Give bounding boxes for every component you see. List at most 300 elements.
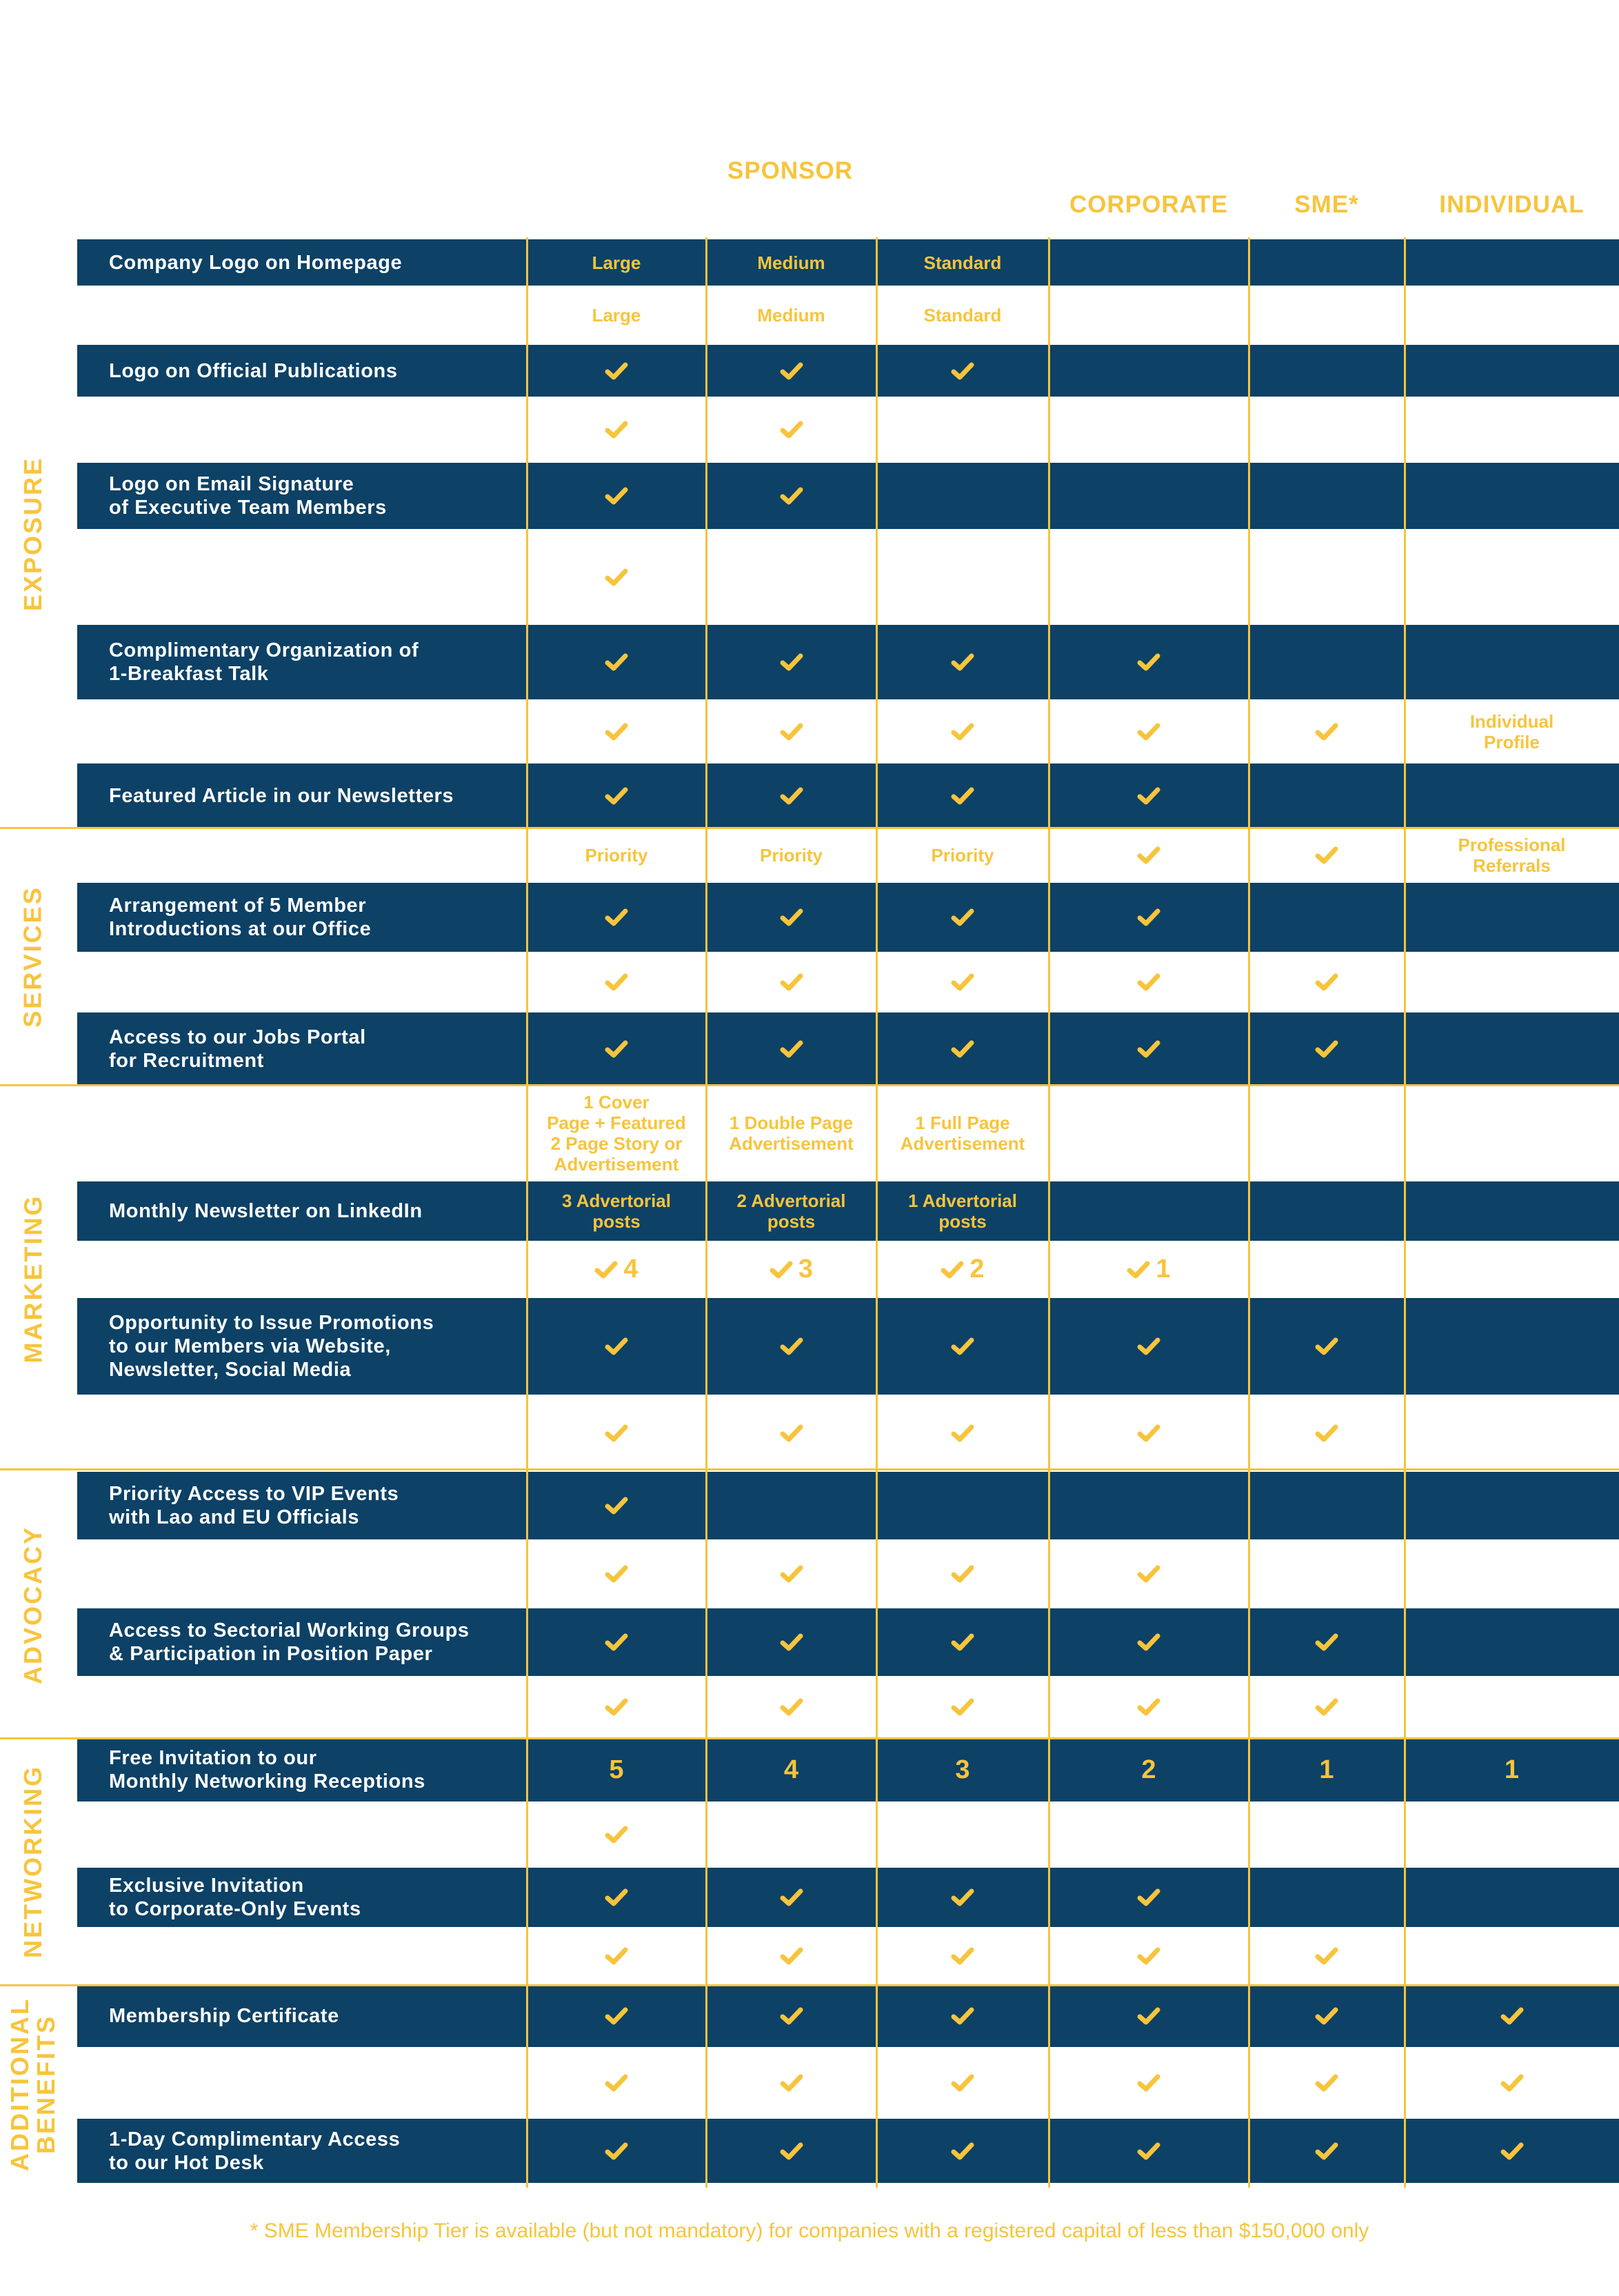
cell-sme — [1249, 1181, 1405, 1241]
cell-sponsor-large — [527, 2119, 706, 2183]
row-label: Free Invitation to our Monthly Networking Receptions — [109, 1747, 425, 1793]
cell-individual — [1405, 397, 1619, 463]
cell-value: 3 Advertorial posts — [562, 1190, 671, 1232]
table-row — [77, 1868, 1619, 1927]
cell-value: Priority — [931, 845, 994, 866]
cell-individual — [1405, 345, 1619, 397]
cell-value: Priority — [585, 845, 648, 866]
check-icon — [605, 2073, 628, 2093]
check-icon — [1315, 1337, 1338, 1356]
cell-value: Medium — [757, 305, 825, 326]
check-icon — [780, 420, 803, 439]
check-icon — [605, 2142, 628, 2161]
cell-sponsor-medium — [706, 1298, 876, 1395]
table-row — [77, 1539, 1619, 1608]
check-icon — [605, 420, 628, 439]
table-row — [77, 763, 1619, 828]
check-icon — [1137, 1633, 1160, 1652]
cell-value: Professional Referrals — [1458, 835, 1566, 876]
check-icon — [951, 1337, 974, 1356]
check-icon — [1137, 1564, 1160, 1584]
header-individual: INDIVIDUAL — [1439, 191, 1585, 218]
check-icon — [1137, 786, 1160, 806]
check-icon — [951, 2142, 974, 2161]
cell-corporate — [1049, 1181, 1249, 1241]
post-count: 2 — [969, 1255, 985, 1284]
cell-individual — [1405, 952, 1619, 1012]
cell-corporate — [1049, 529, 1249, 625]
cell-sponsor-standard — [876, 1472, 1049, 1539]
check-icon — [1315, 972, 1338, 992]
column-divider — [526, 237, 528, 2188]
cell-sme — [1249, 2047, 1405, 2119]
check-icon — [605, 1825, 628, 1844]
cell-sponsor-standard — [876, 1241, 1049, 1298]
table-row — [77, 1395, 1619, 1472]
cell-sponsor-standard — [876, 1738, 1049, 1801]
check-icon — [1315, 1039, 1338, 1059]
check-icon — [1137, 2006, 1160, 2026]
table-row — [77, 239, 1619, 286]
cell-sponsor-large — [527, 883, 706, 952]
check-icon — [951, 1564, 974, 1584]
cell-sme — [1249, 883, 1405, 952]
cell-individual — [1405, 1985, 1619, 2047]
cell-value: 2 Advertorial posts — [736, 1190, 846, 1232]
column-divider — [876, 237, 878, 2188]
cell-sme — [1249, 1738, 1405, 1801]
check-icon — [605, 1888, 628, 1907]
cell-sponsor-standard — [876, 699, 1049, 763]
header-sponsor: SPONSOR — [727, 157, 854, 184]
post-count: 1 — [1156, 1255, 1171, 1284]
cell-sponsor-large — [527, 345, 706, 397]
cell-sponsor-standard — [876, 1085, 1049, 1181]
cell-sme — [1249, 529, 1405, 625]
check-icon — [605, 1697, 628, 1717]
cell-sponsor-medium — [706, 2119, 876, 2183]
cell-corporate — [1049, 1801, 1249, 1868]
table-row — [77, 1927, 1619, 1985]
section-label: ADVOCACY — [19, 1525, 48, 1685]
check-icon — [1137, 1946, 1160, 1966]
check-icon — [780, 1633, 803, 1652]
cell-sponsor-medium — [706, 397, 876, 463]
check-icon — [605, 972, 628, 992]
cell-sponsor-standard — [876, 1927, 1049, 1985]
cell-corporate — [1049, 1676, 1249, 1738]
cell-corporate — [1049, 1241, 1249, 1298]
check-icon — [951, 1633, 974, 1652]
column-divider — [1048, 237, 1050, 2188]
check-icon — [1137, 2073, 1160, 2093]
cell-value: 1 Advertorial posts — [908, 1190, 1017, 1232]
row-label: 1-Day Complimentary Access to our Hot Desk — [109, 2128, 401, 2174]
cell-value: 5 — [609, 1755, 624, 1784]
check-icon — [951, 972, 974, 992]
cell-sponsor-standard — [876, 883, 1049, 952]
cell-value: Large — [592, 252, 641, 273]
cell-sponsor-large — [527, 699, 706, 763]
section-divider — [0, 1468, 1619, 1470]
cell-value: 1 — [1319, 1755, 1334, 1784]
cell-sme — [1249, 286, 1405, 345]
cell-sponsor-standard — [876, 763, 1049, 828]
cell-sponsor-medium — [706, 1801, 876, 1868]
cell-sponsor-standard — [876, 1801, 1049, 1868]
cell-sponsor-large — [527, 239, 706, 286]
check-icon — [780, 2142, 803, 2161]
check-icon — [1137, 972, 1160, 992]
cell-sponsor-standard — [876, 1181, 1049, 1241]
check-icon — [951, 722, 974, 741]
check-icon — [1137, 1697, 1160, 1717]
cell-corporate — [1049, 2119, 1249, 2183]
cell-sponsor-medium — [706, 828, 876, 883]
header-corporate: CORPORATE — [1069, 191, 1229, 218]
check-icon — [1137, 1424, 1160, 1443]
section-label: NETWORKING — [19, 1765, 48, 1958]
column-divider — [1404, 237, 1406, 2188]
cell-sponsor-large — [527, 1927, 706, 1985]
table-row — [77, 397, 1619, 463]
cell-sponsor-medium — [706, 1738, 876, 1801]
check-icon — [1315, 722, 1338, 741]
cell-sponsor-large — [527, 1472, 706, 1539]
cell-sponsor-medium — [706, 1395, 876, 1472]
row-label: Monthly Newsletter on LinkedIn — [109, 1200, 423, 1222]
cell-sponsor-standard — [876, 345, 1049, 397]
cell-value: Individual Profile — [1469, 710, 1554, 752]
section-label: SERVICES — [19, 885, 47, 1028]
check-icon — [951, 2073, 974, 2093]
cell-sme — [1249, 239, 1405, 286]
table-row — [77, 1085, 1619, 1181]
cell-value: Large — [592, 305, 641, 326]
cell-corporate — [1049, 1927, 1249, 1985]
cell-sponsor-large — [527, 463, 706, 529]
section-divider — [0, 1737, 1619, 1739]
check-icon — [951, 908, 974, 927]
row-label: Priority Access to VIP Events with Lao and EU Officials — [109, 1483, 399, 1528]
cell-sponsor-medium — [706, 699, 876, 763]
table-row — [77, 1738, 1619, 1801]
row-label: Arrangement of 5 Member Introductions at our Office — [109, 895, 372, 940]
column-divider — [1248, 237, 1250, 2188]
cell-sme — [1249, 1985, 1405, 2047]
cell-sponsor-large — [527, 1241, 706, 1298]
cell-sponsor-medium — [706, 1241, 876, 1298]
check-icon — [780, 2073, 803, 2093]
cell-individual — [1405, 883, 1619, 952]
cell-sme — [1249, 828, 1405, 883]
table-row — [77, 529, 1619, 625]
cell-sponsor-medium — [706, 1539, 876, 1608]
check-icon — [594, 1260, 618, 1279]
section-label: ADDITIONAL BENEFITS — [6, 1997, 61, 2171]
table-row — [77, 286, 1619, 345]
cell-sponsor-medium — [706, 1676, 876, 1738]
cell-sponsor-medium — [706, 1085, 876, 1181]
row-label: Complimentary Organization of 1-Breakfast Talk — [109, 639, 419, 685]
cell-corporate — [1049, 1608, 1249, 1676]
cell-corporate — [1049, 763, 1249, 828]
column-divider — [705, 237, 707, 2188]
section-divider — [0, 1984, 1619, 1986]
check-icon — [1315, 2006, 1338, 2026]
cell-sme — [1249, 1868, 1405, 1927]
check-icon — [1137, 1337, 1160, 1356]
check-icon — [780, 1564, 803, 1584]
cell-sponsor-medium — [706, 529, 876, 625]
table-row — [77, 883, 1619, 952]
check-icon — [951, 361, 974, 381]
section-divider — [0, 1084, 1619, 1086]
check-icon — [780, 486, 803, 506]
check-icon — [1500, 2006, 1524, 2026]
check-icon — [605, 1633, 628, 1652]
cell-value: 2 — [1141, 1755, 1156, 1784]
table-row — [77, 1298, 1619, 1395]
cell-sponsor-large — [527, 1801, 706, 1868]
cell-corporate — [1049, 397, 1249, 463]
check-icon — [605, 2006, 628, 2026]
table-row — [77, 1181, 1619, 1241]
cell-individual — [1405, 239, 1619, 286]
cell-corporate — [1049, 463, 1249, 529]
cell-corporate — [1049, 345, 1249, 397]
cell-value: 4 — [783, 1755, 799, 1784]
section-label: MARKETING — [19, 1194, 47, 1363]
cell-corporate — [1049, 1472, 1249, 1539]
cell-individual — [1405, 1012, 1619, 1085]
cell-sponsor-large — [527, 1298, 706, 1395]
cell-sponsor-large — [527, 1608, 706, 1676]
check-icon — [941, 1260, 964, 1279]
cell-sponsor-large — [527, 1395, 706, 1472]
table-row — [77, 625, 1619, 699]
check-icon — [605, 908, 628, 927]
check-icon — [1315, 2073, 1338, 2093]
header-sme: SME* — [1294, 191, 1359, 218]
cell-value: 1 Full Page Advertisement — [900, 1112, 1025, 1154]
cell-corporate — [1049, 828, 1249, 883]
cell-value: 1 Cover Page + Featured 2 Page Story or Advertisement — [547, 1092, 686, 1175]
row-label: Exclusive Invitation to Corporate-Only Events — [109, 1875, 361, 1920]
cell-sponsor-medium — [706, 883, 876, 952]
table-row — [77, 463, 1619, 529]
cell-sponsor-standard — [876, 1676, 1049, 1738]
check-icon — [1315, 846, 1338, 865]
cell-sponsor-standard — [876, 1539, 1049, 1608]
check-icon — [605, 722, 628, 741]
check-icon — [1137, 846, 1160, 865]
row-label: Opportunity to Issue Promotions to our Members via Website, Newsletter, Social Media — [109, 1312, 434, 1381]
cell-corporate — [1049, 286, 1249, 345]
cell-sme — [1249, 345, 1405, 397]
table-row — [77, 1985, 1619, 2047]
check-icon — [605, 1424, 628, 1443]
check-icon — [1137, 1039, 1160, 1059]
table-row — [77, 1801, 1619, 1868]
cell-sponsor-medium — [706, 286, 876, 345]
cell-value: Medium — [757, 252, 825, 273]
table-row — [77, 2047, 1619, 2119]
cell-sponsor-large — [527, 1985, 706, 2047]
cell-sponsor-large — [527, 625, 706, 699]
check-icon — [605, 786, 628, 806]
table-row — [77, 345, 1619, 397]
cell-sme — [1249, 463, 1405, 529]
row-label: Access to our Jobs Portal for Recruitment — [109, 1026, 366, 1072]
cell-sponsor-large — [527, 1539, 706, 1608]
cell-individual — [1405, 763, 1619, 828]
check-icon — [780, 1946, 803, 1966]
cell-corporate — [1049, 1539, 1249, 1608]
cell-sme — [1249, 1085, 1405, 1181]
cell-individual — [1405, 1472, 1619, 1539]
section-label: EXPOSURE — [19, 456, 47, 611]
cell-sme — [1249, 699, 1405, 763]
cell-sponsor-large — [527, 397, 706, 463]
cell-sponsor-standard — [876, 1608, 1049, 1676]
cell-sponsor-large — [527, 763, 706, 828]
cell-corporate — [1049, 625, 1249, 699]
cell-individual — [1405, 625, 1619, 699]
cell-sponsor-standard — [876, 1298, 1049, 1395]
check-icon — [951, 2006, 974, 2026]
cell-sponsor-medium — [706, 1181, 876, 1241]
cell-sponsor-large — [527, 828, 706, 883]
cell-sponsor-medium — [706, 1472, 876, 1539]
check-icon — [1500, 2142, 1524, 2161]
check-icon — [780, 908, 803, 927]
cell-individual — [1405, 1801, 1619, 1868]
cell-sponsor-standard — [876, 529, 1049, 625]
check-icon — [605, 1496, 628, 1515]
cell-sme — [1249, 625, 1405, 699]
cell-sponsor-standard — [876, 397, 1049, 463]
check-icon — [770, 1260, 793, 1279]
cell-sponsor-medium — [706, 1868, 876, 1927]
cell-sponsor-standard — [876, 1985, 1049, 2047]
cell-corporate — [1049, 1085, 1249, 1181]
cell-sponsor-medium — [706, 239, 876, 286]
check-icon — [1137, 1888, 1160, 1907]
cell-individual — [1405, 1608, 1619, 1676]
check-icon — [1315, 1424, 1338, 1443]
cell-sponsor-large — [527, 1085, 706, 1181]
cell-sponsor-large — [527, 2047, 706, 2119]
cell-sme — [1249, 1676, 1405, 1738]
cell-sme — [1249, 1539, 1405, 1608]
cell-sme — [1249, 2119, 1405, 2183]
cell-corporate — [1049, 1985, 1249, 2047]
cell-individual — [1405, 828, 1619, 883]
check-icon — [951, 652, 974, 672]
cell-value: 1 — [1504, 1755, 1520, 1784]
cell-individual — [1405, 1868, 1619, 1927]
cell-sponsor-medium — [706, 625, 876, 699]
check-icon — [780, 972, 803, 992]
check-icon — [780, 1424, 803, 1443]
cell-individual — [1405, 1927, 1619, 1985]
row-label: Company Logo on Homepage — [109, 251, 403, 274]
check-icon — [951, 1888, 974, 1907]
cell-sponsor-medium — [706, 763, 876, 828]
cell-corporate — [1049, 1738, 1249, 1801]
cell-sponsor-standard — [876, 2119, 1049, 2183]
cell-individual — [1405, 1395, 1619, 1472]
cell-sponsor-large — [527, 1738, 706, 1801]
cell-sponsor-standard — [876, 1395, 1049, 1472]
cell-value: Standard — [923, 252, 1002, 273]
cell-sme — [1249, 1927, 1405, 1985]
check-icon — [1500, 2073, 1524, 2093]
cell-individual — [1405, 699, 1619, 763]
cell-sme — [1249, 1298, 1405, 1395]
cell-individual — [1405, 2119, 1619, 2183]
cell-sponsor-standard — [876, 625, 1049, 699]
cell-sme — [1249, 397, 1405, 463]
cell-sponsor-standard — [876, 286, 1049, 345]
check-icon — [605, 652, 628, 672]
cell-individual — [1405, 2047, 1619, 2119]
check-icon — [605, 1946, 628, 1966]
check-icon — [951, 1697, 974, 1717]
cell-corporate — [1049, 952, 1249, 1012]
cell-individual — [1405, 1085, 1619, 1181]
cell-sme — [1249, 1801, 1405, 1868]
cell-sponsor-medium — [706, 345, 876, 397]
check-icon — [1137, 908, 1160, 927]
check-icon — [780, 652, 803, 672]
table-row — [77, 1676, 1619, 1738]
check-icon — [780, 2006, 803, 2026]
check-icon — [780, 722, 803, 741]
cell-individual — [1405, 463, 1619, 529]
table-row — [77, 1012, 1619, 1085]
check-icon — [780, 1337, 803, 1356]
cell-sponsor-standard — [876, 2047, 1049, 2119]
section-divider — [0, 827, 1619, 829]
cell-sponsor-standard — [876, 828, 1049, 883]
table-row — [77, 1241, 1619, 1298]
check-icon — [605, 361, 628, 381]
cell-corporate — [1049, 2047, 1249, 2119]
footnote: * SME Membership Tier is available (but not mandatory) for companies with a registered capital of less than $150,000 only — [250, 2219, 1369, 2242]
cell-sponsor-medium — [706, 1608, 876, 1676]
cell-sme — [1249, 763, 1405, 828]
cell-sponsor-large — [527, 529, 706, 625]
cell-sponsor-medium — [706, 2047, 876, 2119]
cell-sponsor-large — [527, 952, 706, 1012]
cell-sponsor-large — [527, 1676, 706, 1738]
cell-sme — [1249, 1241, 1405, 1298]
cell-sponsor-large — [527, 1012, 706, 1085]
cell-sponsor-large — [527, 1181, 706, 1241]
check-icon — [1137, 2142, 1160, 2161]
cell-sme — [1249, 1012, 1405, 1085]
check-icon — [951, 1039, 974, 1059]
cell-sme — [1249, 1472, 1405, 1539]
cell-value: Standard — [923, 305, 1002, 326]
check-icon — [605, 568, 628, 587]
check-icon — [1127, 1260, 1150, 1279]
cell-sponsor-medium — [706, 463, 876, 529]
cell-sponsor-medium — [706, 952, 876, 1012]
check-icon — [1137, 652, 1160, 672]
